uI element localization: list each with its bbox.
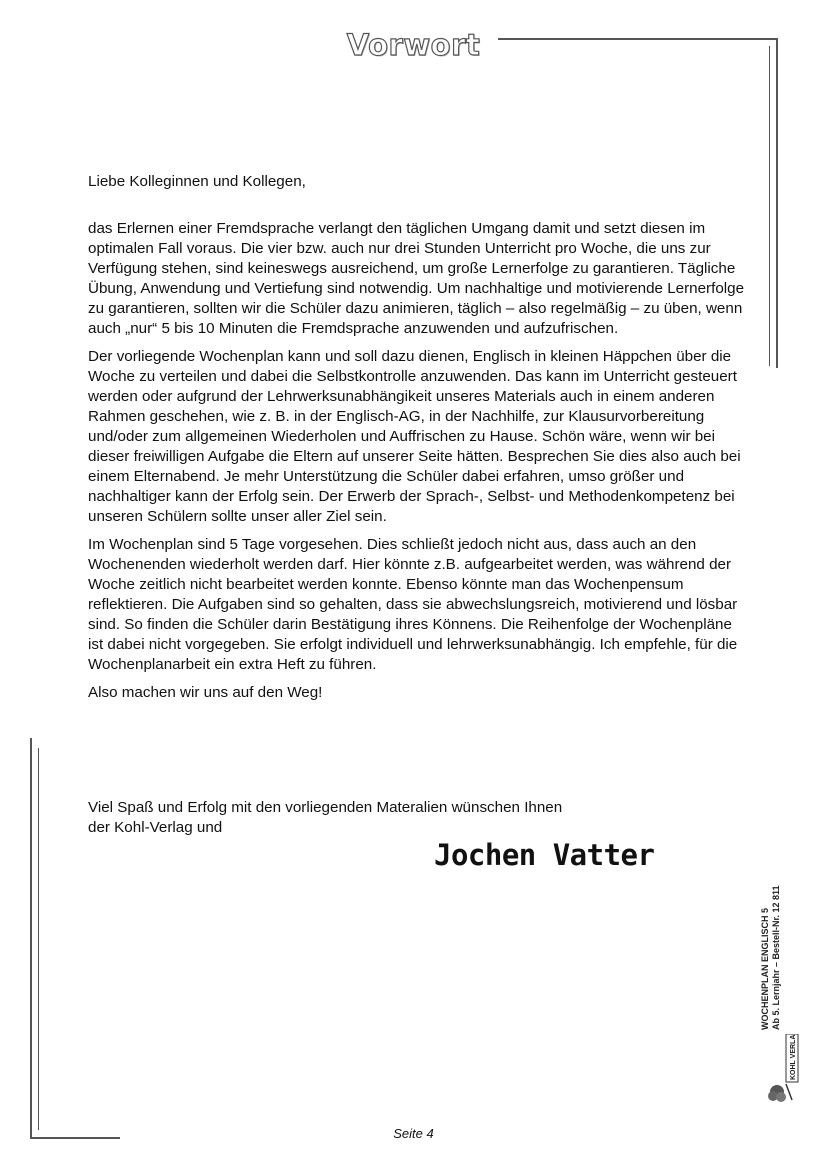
signature: Jochen Vatter (434, 838, 655, 872)
body-text (88, 219, 748, 711)
frame-right-line-outer (776, 38, 778, 368)
side-info (760, 790, 782, 1030)
kohl-verlag-logo (766, 1034, 800, 1104)
kohl-logo-icon (766, 1034, 800, 1104)
frame-left-line-inner (38, 748, 39, 1130)
closing-line: der Kohl-Verlag und (88, 819, 223, 836)
frame-top-line (498, 38, 778, 40)
page-number: Seite 4 (393, 1126, 434, 1141)
page-title: Vorwort (346, 28, 481, 62)
logo-text: KOHL VERLAG (790, 1034, 797, 1080)
paragraph: das Erlernen einer Fremdsprache verlangt den täglichen Umgang damit und setzt diesen im optimalen Fall voraus. Die vier bzw. auch nur drei Stunden Unterricht pro Woche, die uns zur Verfügung stehen, sind keineswegs ausreichend, um große Lernerfolge zu garantieren. Tägliche Übung, Anwendung und Vertiefung sind notwendig. Um nachhaltige und motivierende Lernerfolge zu garantieren, sollten wir die Schüler dazu animieren, täglich – also regelmäßig – zu üben, wenn auch „nur“ 5 bis 10 Minuten die Fremdsprache anzuwenden und aufzufrischen. (88, 220, 745, 337)
paragraph: Also machen wir uns auf den Weg! (88, 684, 323, 701)
greeting-text: Liebe Kolleginnen und Kollegen, (88, 173, 306, 190)
paragraph: Der vorliegende Wochenplan kann und soll dazu dienen, Englisch in kleinen Häppchen über die Woche zu verteilen und dabei die Selbstkontrolle anzuwenden. Das kann im Unterricht gesteuert werden oder aufgrund der Lehrwerksunabhängikeit unseres Materials auch in einem anderen Rahmen geschehen, wie z. B. in der Englisch-AG, in der Nachhilfe, zur Klausurvorbereitung und/oder zum allgemeinen Wiederholen und Auffrischen zu Hause. Schön wäre, wenn wir bei dieser freiwilligen Aufgabe die Eltern auf unserer Seite hätten. Besprechen Sie dies also auch bei einem Elternabend. Je mehr Unterstützung die Schüler dabei erfahren, umso größer und nachhaltiger kann der Erfolg sein. Der Erwerb der Sprach-, Selbst- und Methodenkompetenz bei unseren Schülern sollte unser aller Ziel sein. (88, 348, 741, 525)
side-info-order: Ab 5. Lernjahr – Bestell-Nr. 12 811 (771, 885, 781, 1030)
frame-right-line-inner (769, 46, 770, 366)
paragraph: Im Wochenplan sind 5 Tage vorgesehen. Dies schließt jedoch nicht aus, dass auch an den Wochenenden wiederholt werden darf. Hier könnte z.B. aufgearbeitet werden, was während der Woche zeitlich nicht bearbeitet werden konnte. Ebenso könnte man das Wochenpensum reflektieren. Die Aufgaben sind so gehalten, dass sie abwechslungsreich, motivierend und lösbar sind. So finden die Schüler darin Bestätigung ihres Könnens. Die Reihenfolge der Wochenpläne ist dabei nicht vorgegeben. Sie erfolgt individuell und lehrwerksunabhängig. Ich empfehle, für die Wochenplanarbeit ein extra Heft zu führen. (88, 536, 738, 673)
greeting (88, 172, 748, 192)
frame-left-line-outer (30, 738, 32, 1138)
closing (88, 798, 748, 838)
closing-line: Viel Spaß und Erfolg mit den vorliegenden Materalien wünschen Ihnen (88, 799, 563, 816)
side-info-title: WOCHENPLAN ENGLISCH 5 (760, 907, 770, 1030)
